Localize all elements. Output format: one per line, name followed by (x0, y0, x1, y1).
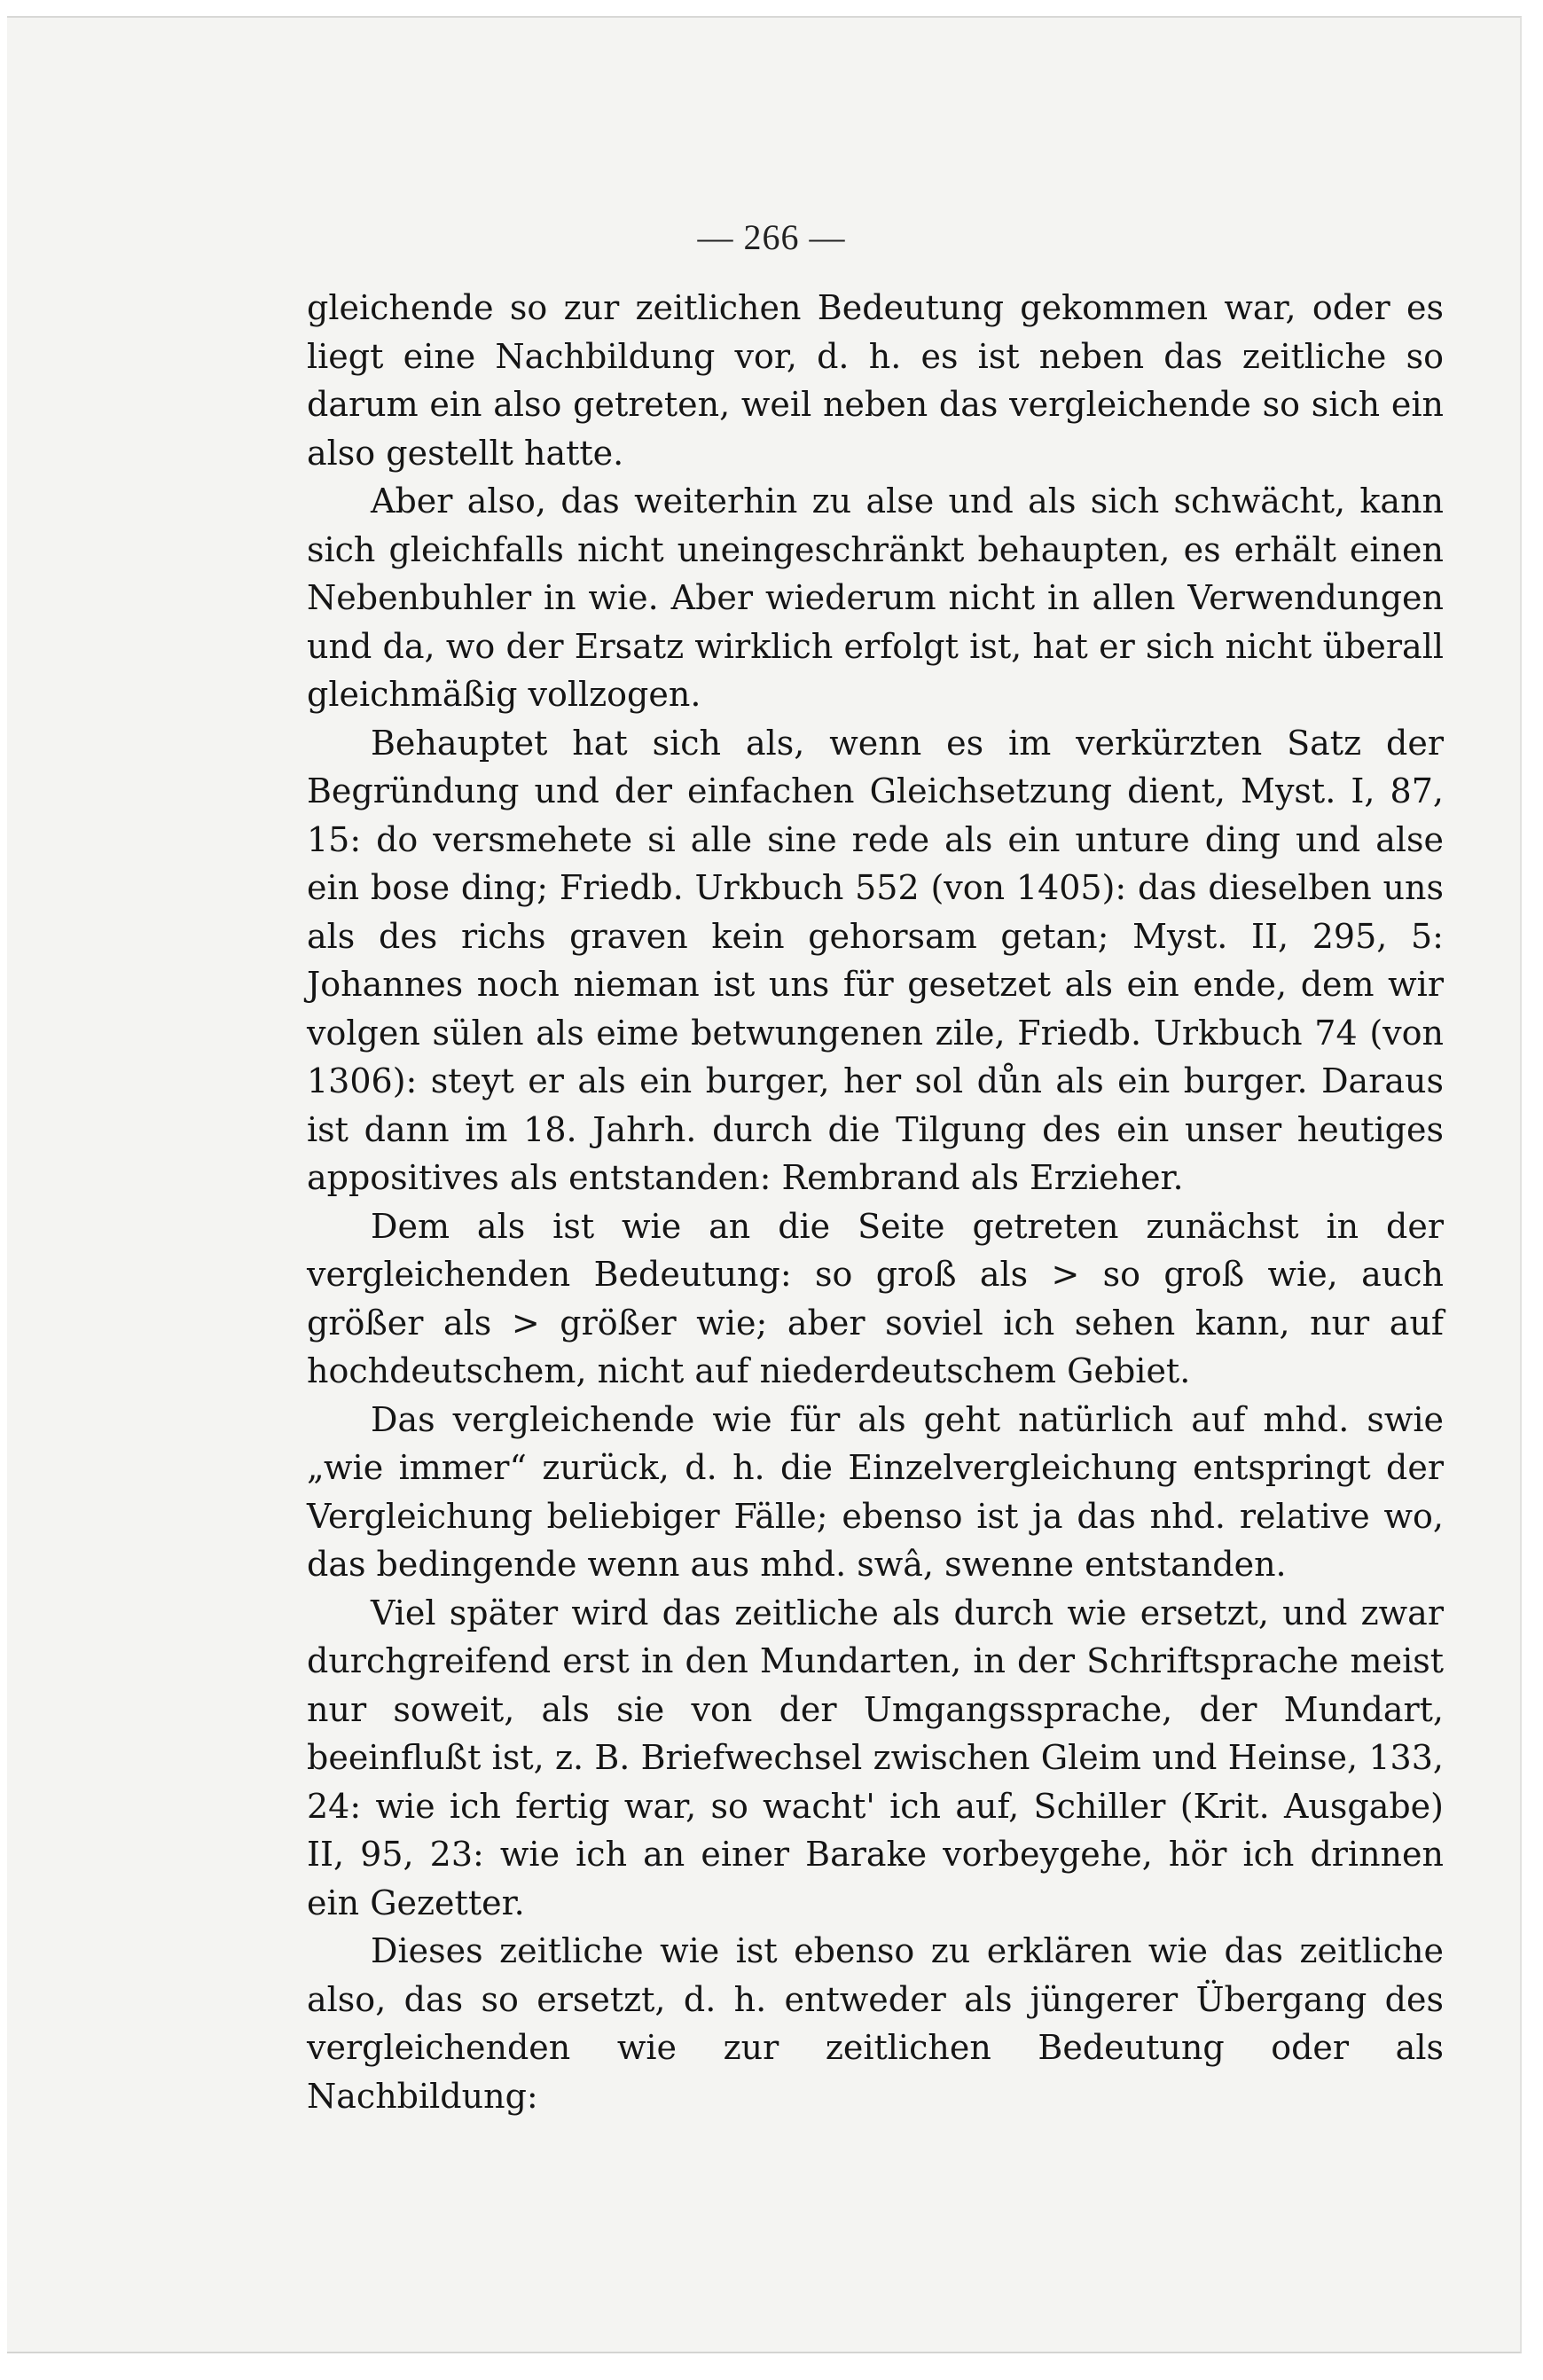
body-text (307, 284, 1444, 2120)
page-number: — 266 — (697, 217, 846, 257)
paragraph: gleichende so zur zeitlichen Bedeutung gekommen war, oder es liegt eine Nachbildung vor, d. h. es ist neben das zeitliche so darum ein also getreten, weil neben das vergleichende so sich ein also gestellt hatte. (307, 288, 1444, 473)
paragraph: Behauptet hat sich als, wenn es im verkürzten Satz der Begründung und der einfachen Gleichsetzung dient, Myst. I, 87, 15: do versmehete si alle sine rede als ein unture ding und alse ein bose ding; Friedb. Urkbuch 552 (von 1405): das dieselben uns als des richs graven kein gehorsam getan; Myst. II, 295, 5: Johannes noch nieman ist uns für gesetzet als ein ende, dem wir volgen sülen als eime betwungenen zile, Friedb. Urkbuch 74 (von 1306): steyt er als ein burger, her sol důn als ein burger. Daraus ist dann im 18. Jahrh. durch die Tilgung des ein unser heutiges appositives als entstanden: Rembrand als Erzieher. (307, 723, 1444, 1197)
paragraph: Aber also, das weiterhin zu alse und als sich schwächt, kann sich gleichfalls nicht uneingeschränkt behaupten, es erhält einen Nebenbuhler in wie. Aber wiederum nicht in allen Verwendungen und da, wo der Ersatz wirklich erfolgt ist, hat er sich nicht überall gleichmäßig vollzogen. (307, 481, 1444, 714)
paragraph: Dieses zeitliche wie ist ebenso zu erklären wie das zeitliche also, das so ersetzt, d. h. entweder als jüngerer Übergang des vergleichenden wie zur zeitlichen Bedeutung oder als Nachbildung: (307, 1931, 1444, 2116)
paragraph: Das vergleichende wie für als geht natürlich auf mhd. swie „wie immer“ zurück, d. h. die Einzelvergleichung entspringt der Vergleichung beliebiger Fälle; ebenso ist ja das nhd. relative wo, das bedingende wenn aus mhd. swâ, swenne entstanden. (307, 1399, 1444, 1584)
paragraph: Dem als ist wie an die Seite getreten zunächst in der vergleichenden Bedeutung: so groß als > so groß wie, auch größer als > größer wie; aber soviel ich sehen kann, nur auf hochdeutschem, nicht auf niederdeutschem Gebiet. (307, 1206, 1444, 1390)
paragraph: Viel später wird das zeitliche als durch wie ersetzt, und zwar durchgreifend erst in den Mundarten, in der Schriftsprache meist nur soweit, als sie von der Umgangssprache, der Mundart, beeinflußt ist, z. B. Briefwechsel zwischen Gleim und Heinse, 133, 24: wie ich fertig war, so wacht' ich auf, Schiller (Krit. Ausgabe) II, 95, 23: wie ich an einer Barake vorbeygehe, hör ich drinnen ein Gezetter. (307, 1593, 1444, 1922)
